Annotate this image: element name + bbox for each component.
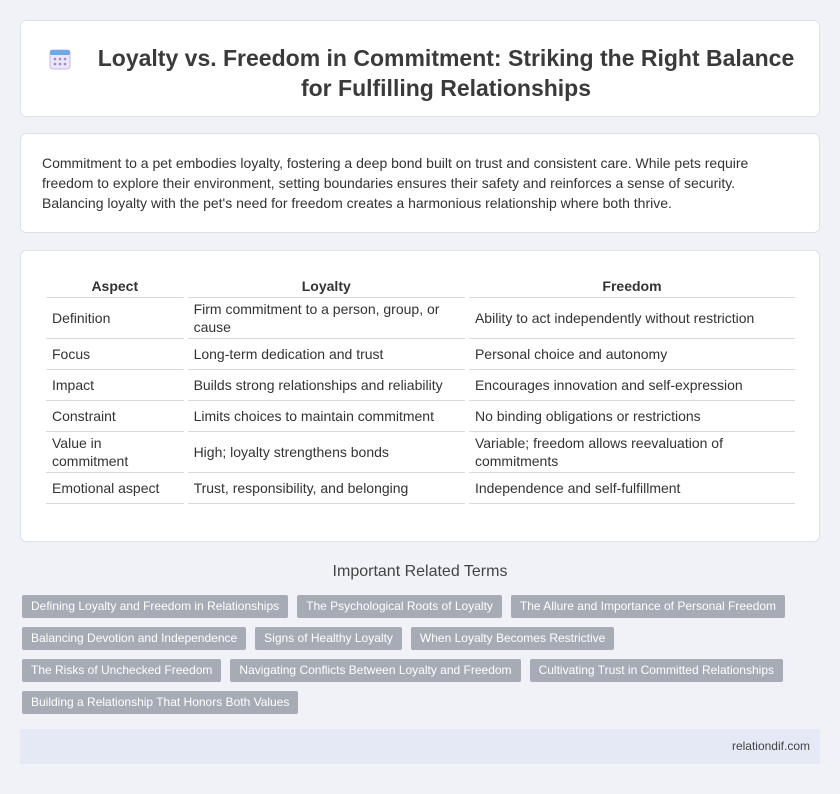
table-cell-aspect: Value in commitment	[46, 432, 184, 473]
table-cell-aspect: Impact	[46, 370, 184, 401]
table-row	[46, 473, 795, 504]
table-cell-loyalty: Limits choices to maintain commitment	[188, 401, 465, 432]
intro-card	[20, 133, 820, 233]
title-card	[20, 20, 820, 117]
table-cell-freedom: Ability to act independently without restriction	[469, 298, 795, 339]
footer-site-link[interactable]: relationdif.com	[731, 739, 810, 753]
table-cell-aspect: Focus	[46, 339, 184, 370]
related-term-tag[interactable]: The Allure and Importance of Personal Freedom	[511, 595, 785, 618]
table-cell-loyalty: Trust, responsibility, and belonging	[188, 473, 465, 504]
related-term-tag[interactable]: Navigating Conflicts Between Loyalty and Freedom	[230, 659, 520, 682]
intro-paragraph: Commitment to a pet embodies loyalty, fostering a deep bond built on trust and consistent care. While pets require freedom to explore their environment, setting boundaries ensures their safety and reinforces a sense of security. Balancing loyalty with the pet's need for freedom creates a harmonious relationship where both thrive.	[42, 155, 749, 211]
table-row	[46, 298, 795, 339]
comparison-table	[42, 273, 799, 504]
footer	[20, 729, 820, 764]
table-cell-freedom: No binding obligations or restrictions	[469, 401, 795, 432]
related-terms-heading: Important Related Terms	[332, 563, 508, 580]
header-freedom: Freedom	[469, 273, 795, 298]
calendar-icon	[48, 47, 72, 71]
table-row	[46, 339, 795, 370]
table-cell-aspect: Emotional aspect	[46, 473, 184, 504]
table-cell-loyalty: Firm commitment to a person, group, or cause	[188, 298, 465, 339]
page-title: Loyalty vs. Freedom in Commitment: Striking the Right Balance for Fulfilling Relationships	[97, 45, 795, 101]
table-row	[46, 370, 795, 401]
table-cell-loyalty: Builds strong relationships and reliability	[188, 370, 465, 401]
related-term-tag[interactable]: Cultivating Trust in Committed Relationships	[530, 659, 783, 682]
related-term-tag[interactable]: The Psychological Roots of Loyalty	[297, 595, 502, 618]
header-loyalty: Loyalty	[188, 273, 465, 298]
related-term-tag[interactable]: Building a Relationship That Honors Both Values	[22, 691, 298, 714]
related-term-tag[interactable]: Balancing Devotion and Independence	[22, 627, 246, 650]
table-cell-freedom: Encourages innovation and self-expression	[469, 370, 795, 401]
related-term-tag[interactable]: The Risks of Unchecked Freedom	[22, 659, 221, 682]
table-cell-aspect: Definition	[46, 298, 184, 339]
table-cell-freedom: Independence and self-fulfillment	[469, 473, 795, 504]
table-cell-freedom: Personal choice and autonomy	[469, 339, 795, 370]
table-row	[46, 432, 795, 473]
related-term-tag[interactable]: When Loyalty Becomes Restrictive	[411, 627, 614, 650]
related-term-tag[interactable]: Signs of Healthy Loyalty	[255, 627, 402, 650]
table-header-row	[46, 273, 795, 298]
header-aspect: Aspect	[46, 273, 184, 298]
related-term-tag[interactable]: Defining Loyalty and Freedom in Relationships	[22, 595, 288, 618]
comparison-card	[20, 250, 820, 542]
table-row	[46, 401, 795, 432]
table-cell-loyalty: High; loyalty strengthens bonds	[188, 432, 465, 473]
table-cell-aspect: Constraint	[46, 401, 184, 432]
table-cell-loyalty: Long-term dedication and trust	[188, 339, 465, 370]
related-terms-list	[22, 595, 822, 714]
table-cell-freedom: Variable; freedom allows reevaluation of commitments	[469, 432, 795, 473]
